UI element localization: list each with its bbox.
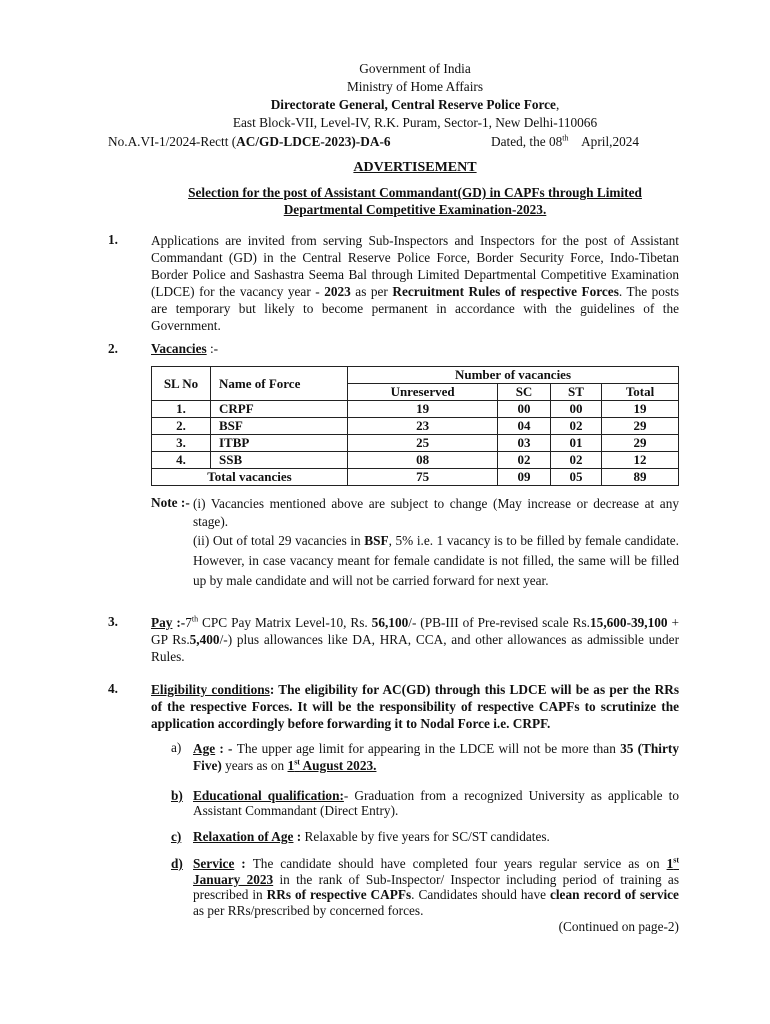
col-force: Name of Force [211, 367, 348, 401]
vacancies-heading: Vacancies :- [151, 341, 219, 356]
para3-text: Pay :-7th CPC Pay Matrix Level-10, Rs. 56,100/- (PB-III of Pre-revised scale Rs.15,600-39,100 + GP Rs.5,400/-) plus allowances like DA, HRA, CCA, and other allowances as admissible under Rules. [151, 614, 680, 664]
col-total: Total [602, 384, 679, 401]
item-relaxation: Relaxation of Age : Relaxable by five years for SC/ST candidates. [193, 829, 550, 844]
para1-text: Applications are invited from serving Sub-Inspectors and Inspectors for the post of Assistant Commandant (GD) in the Central Reserve Police Force, Border Security Force, Indo-Tibetan Border Police and Sashastra Seema Bal through Limited Departmental Competitive Examination (LDCE) for the vacancy year - 2023 as per Recruitment Rules of respective Forces. The posts are temporary but likely to become permanent in accordance with the guidelines of the Government. [151, 233, 679, 333]
continued-note: (Continued on page-2) [558, 919, 679, 934]
subtitle: Selection for the post of Assistant Commandant(GD) in CAPFs through Limited Departmental Competitive Examination-2023. [188, 185, 642, 217]
item-age: Age : - The upper age limit for appearing in the LDCE will not be more than 35 (Thirty Five) years as on 1st August 2023. [193, 741, 679, 773]
item-a-mark: a) [171, 740, 182, 755]
govt-line: Government of India [359, 61, 471, 76]
item-b-mark: b) [171, 788, 183, 803]
vacancy-table [151, 366, 679, 486]
letterhead [150, 60, 680, 132]
item-d-mark: d) [171, 856, 183, 871]
reference-number: No.A.VI-1/2024-Rectt (AC/GD-LDCE-2023)-DA-6 [108, 134, 391, 149]
reference-date: Dated, the 08th April,2024 [491, 133, 640, 149]
para4-number: 4. [108, 681, 118, 696]
total-row: Total vacancies 75 09 05 89 [152, 469, 679, 486]
para1-number: 1. [108, 232, 118, 247]
directorate-line: Directorate General, Central Reserve Police Force, [270, 97, 560, 112]
table-row: 2. BSF 23 04 02 29 [152, 418, 679, 435]
para2-number: 2. [108, 341, 118, 356]
table-row: 1. CRPF 19 00 00 19 [152, 401, 679, 418]
address-line: East Block-VII, Level-IV, R.K. Puram, Sector-1, New Delhi-110066 [232, 115, 598, 130]
item-c-mark: c) [171, 829, 182, 844]
item-service: Service : The candidate should have completed four years regular service as on 1st January 2023 in the rank of Sub-Inspector/ Inspector including period of training as prescribed in RRs of respective CAPFs. Candidates should have clean record of service as per RRs/prescribed by concerned forces. [193, 855, 679, 918]
col-sl: SL No [152, 367, 211, 401]
item-education: Educational qualification:- Graduation from a recognized University as applicable to Assistant Commandant (Direct Entry). [193, 788, 679, 818]
note-text: (i) Vacancies mentioned above are subject to change (May increase or decrease at any stage). (ii) Out of total 29 vacancies in BSF, 5% i.e. 1 vacancy is to be filled by female candidate. However, in case vacancy meant for female candidate is not filled, the same will be filled up by male candidate and will not be carried forward for next year. [193, 496, 679, 588]
col-unreserved: Unreserved [348, 384, 498, 401]
col-group: Number of vacancies [348, 367, 679, 384]
col-st: ST [550, 384, 601, 401]
table-row: 3. ITBP 25 03 01 29 [152, 435, 679, 452]
title: ADVERTISEMENT [353, 160, 477, 175]
ministry-line: Ministry of Home Affairs [346, 79, 484, 94]
para3-number: 3. [108, 614, 118, 629]
col-sc: SC [498, 384, 551, 401]
para4-text: Eligibility conditions: The eligibility for AC(GD) through this LDCE will be as per the RRs of the respective Forces. It will be the responsibility of respective CAPFs to scrutinize the application accordingly before forwarding it to Nodal Force i.e. CRPF. [151, 682, 680, 731]
table-row: 4. SSB 08 02 02 12 [152, 452, 679, 469]
note-label: Note :- [151, 495, 190, 510]
